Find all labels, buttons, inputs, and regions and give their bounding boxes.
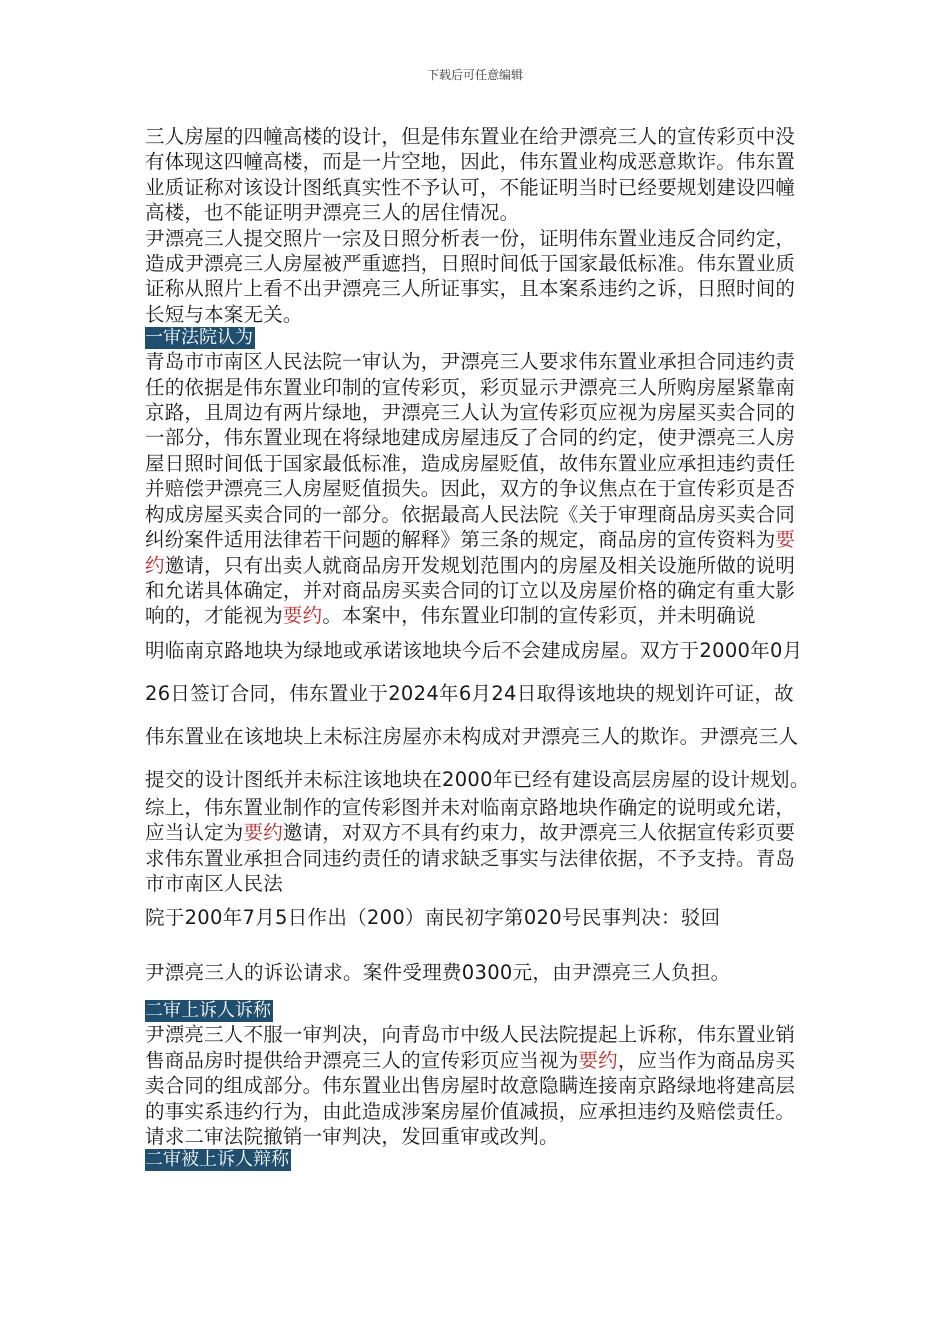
text-run: ，应当作为商品房买卖合同的组成部分。伟东置业出售房屋时故意隐瞒连接南京路绿地将建高层的事实系违约行为，由此造成涉案房屋价值减损，应承担违约及赔偿责任。请求二审法院撤销一审判决，发回重审或改判。 bbox=[145, 1048, 796, 1148]
paragraph: 明临南京路地块为绿地或承诺该地块今后不会建成房屋。双方于2000年0月26日签订合同，伟东置业于2024年6月24日取得该地块的规划许可证，故伟东置业在该地块上未标注房屋亦未构成对尹漂亮三人的欺诈。尹漂亮三人提交的设计图纸并未标注该地块在2000年已经有建设高层房屋的设计规划。 bbox=[145, 638, 810, 791]
section-heading: 一审法院认为 bbox=[145, 327, 253, 349]
highlighted-term: 要约 bbox=[578, 1048, 618, 1072]
section-heading: 二审被上诉人辩称 bbox=[145, 1149, 289, 1171]
text-run: 。本案中，伟东置业印制的宣传彩页，并未明确说 bbox=[322, 604, 756, 628]
paragraph bbox=[145, 1022, 810, 1149]
paragraph: 尹漂亮三人的诉讼请求。案件受理费0300元，由尹漂亮三人负担。 bbox=[145, 961, 731, 985]
document-body bbox=[145, 124, 810, 1171]
text-run: 邀请，只有出卖人就商品房开发规划范围内的房屋及相关设施所做的说明和允诺具体确定，并对商品房买卖合同的订立以及房屋价格的确定有重大影响的，才能视为 bbox=[145, 553, 796, 628]
paragraph bbox=[145, 795, 810, 897]
paragraph: 院于200年7月5日作出（200）南民初字第020号民事判决：驳回 bbox=[145, 906, 721, 930]
section-heading: 二审上诉人诉称 bbox=[145, 1000, 271, 1022]
paragraph: 三人房屋的四幢高楼的设计，但是伟东置业在给尹漂亮三人的宣传彩页中没有体现这四幢高楼，而是一片空地，因此，伟东置业构成恶意欺诈。伟东置业质证称对该设计图纸真实性不予认可，不能证明当时已经要规划建设四幢高楼，也不能证明尹漂亮三人的居住情况。 bbox=[145, 125, 796, 225]
page-header: 下载后可任意编辑 bbox=[426, 68, 523, 82]
paragraph bbox=[145, 349, 810, 628]
text-run: 综上，伟东置业制作的宣传彩图并未对临南京路地块作确定的说明或允诺，应当认定为 bbox=[145, 795, 796, 845]
highlighted-term: 要约 bbox=[282, 604, 323, 628]
text-run: 邀请，对双方不具有约束力，故尹漂亮三人依据宣传彩页要求伟东置业承担合同违约责任的请求缺乏事实与法律依据，不予支持。青岛市市南区人民法 bbox=[145, 821, 796, 895]
paragraph: 尹漂亮三人提交照片一宗及日照分析表一份，证明伟东置业违反合同约定，造成尹漂亮三人房屋被严重遮挡，日照时间低于国家最低标准。伟东置业质证称从照片上看不出尹漂亮三人所证事实，且本案系违约之诉，日照时间的长短与本案无关。 bbox=[145, 226, 796, 326]
text-run: 青岛市市南区人民法院一审认为，尹漂亮三人要求伟东置业承担合同违约责任的依据是伟东置业印制的宣传彩页，彩页显示尹漂亮三人所购房屋紧靠南京路，且周边有两片绿地，尹漂亮三人认为宣传彩页应视为房屋买卖合同的一部分，伟东置业现在将绿地建成房屋违反了合同的约定，使尹漂亮三人房屋日照时间低于国家最低标准，造成房屋贬值，故伟东置业应承担违约责任并赔偿尹漂亮三人房屋贬值损失。因此，双方的争议焦点在于宣传彩页是否构成房屋买卖合同的一部分。依据最高人民法院《关于审理商品房买卖合同纠纷案件适用法律若干问题的解释》第三条的规定，商品房的宣传资料为 bbox=[145, 350, 796, 552]
highlighted-term: 要约 bbox=[145, 528, 796, 577]
text-run: 尹漂亮三人不服一审判决，向青岛市中级人民法院提起上诉称，伟东置业销售商品房时提供给尹漂亮三人的宣传彩页应当视为 bbox=[145, 1023, 796, 1072]
highlighted-term: 要约 bbox=[243, 821, 283, 845]
